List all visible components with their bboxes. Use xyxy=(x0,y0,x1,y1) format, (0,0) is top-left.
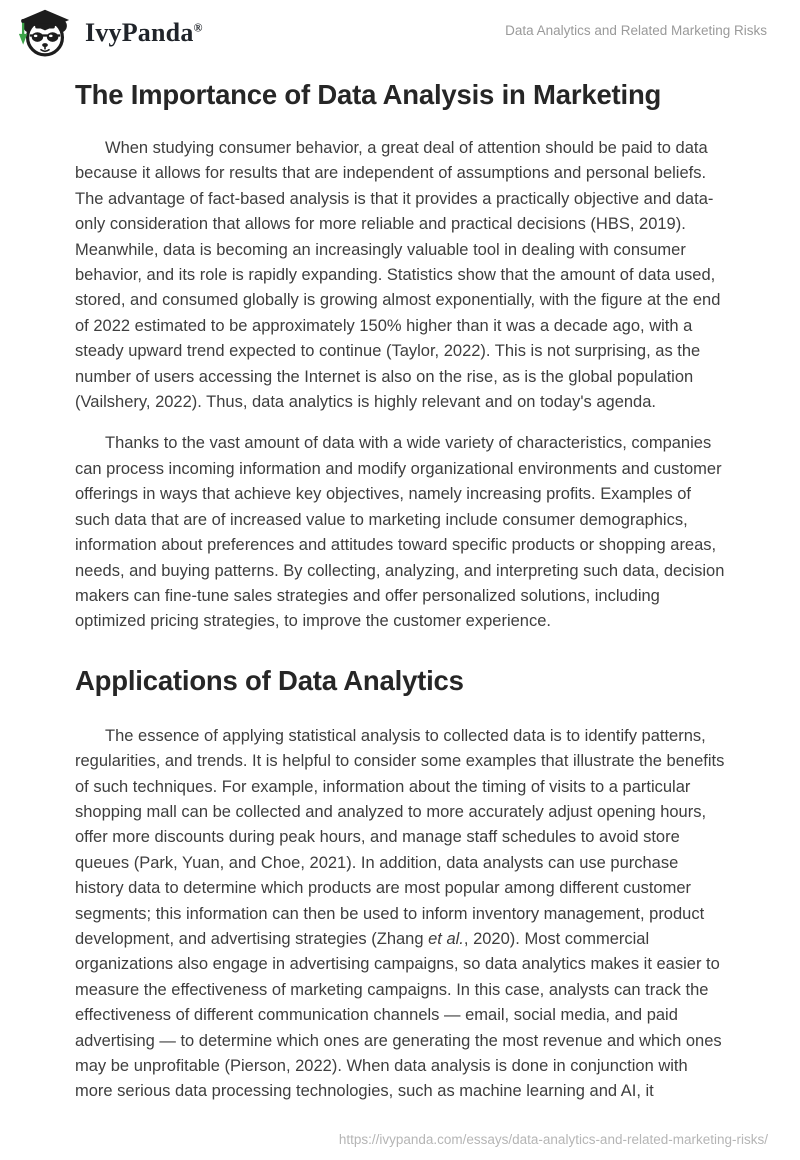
paragraph: Thanks to the vast amount of data with a wide variety of characteristics, companies can process incoming information and modify organizational environments and customer offerings in ways that achieve key objectives, namely increasing profits. Examples of such data that are of increased value to marketing include consumer demographics, information about preferences and attitudes toward specific products or shopping areas, needs, and buying patterns. By collecting, analyzing, and interpreting such data, decision makers can fine-tune sales strategies and offer personalized solutions, including optimized pricing strategies, to improve the customer experience. xyxy=(75,434,725,631)
document-title: Data Analytics and Related Marketing Risks xyxy=(505,23,767,38)
brand-name xyxy=(85,20,203,46)
source-url: https://ivypanda.com/essays/data-analytics-and-related-marketing-risks/ xyxy=(338,1132,768,1147)
section-heading-importance: The Importance of Data Analysis in Marketing xyxy=(75,79,662,110)
paragraph: The essence of applying statistical analysis to collected data is to identify patterns, regularities, and trends. It is helpful to consider some examples that illustrate the benefits of such techniques. For example, information about the timing of visits to a particular shopping mall can be collected and analyzed to more accurately adjust opening hours, offer more discounts during peak hours, and manage staff schedules to avoid store queues (Park, Yuan, and Choe, 2021). In addition, data analysts can use purchase history data to determine which products are most popular among different customer segments; this information can then be used to inform inventory management, product development, and advertising strategies (Zhang et al., 2020). Most commercial organizations also engage in advertising campaigns, so data analytics makes it easier to measure the effectiveness of marketing campaigns. In this case, analysts can track the effectiveness of different communication channels — email, social media, and paid advertising — to determine which ones are generating the most revenue and which ones may be unprofitable (Pierson, 2022). When data analysis is done in conjunction with more serious data processing technologies, such as machine learning and AI, it xyxy=(75,726,725,1101)
section-heading-applications: Applications of Data Analytics xyxy=(75,664,464,696)
brand-name-text: IvyPanda xyxy=(85,18,194,47)
page-footer xyxy=(339,1132,768,1147)
brand xyxy=(14,8,203,58)
page-header xyxy=(0,0,800,60)
document-body xyxy=(75,78,725,1105)
ivypanda-panda-graduation-cap-logo-icon xyxy=(14,8,76,58)
registered-mark: ® xyxy=(193,20,203,35)
paragraph: When studying consumer behavior, a great deal of attention should be paid to data because it allows for results that are independent of assumptions and personal beliefs. The advantage of fact-based analysis is that it provides a practically objective and data-only consideration that allows for more reliable and practical decisions (HBS, 2019). Meanwhile, data is becoming an increasingly valuable tool in dealing with consumer behavior, and its role is rapidly expanding. Statistics show that the amount of data used, stored, and consumed globally is growing almost exponentially, with the figure at the end of 2022 estimated to be approximately 150% higher than it was a decade ago, with a steady upward trend expected to continue (Taylor, 2022). This is not surprising, as the number of users accessing the Internet is also on the rise, as is the global population (Vailshery, 2022). Thus, data analytics is highly relevant and on today's agenda. xyxy=(75,139,721,412)
